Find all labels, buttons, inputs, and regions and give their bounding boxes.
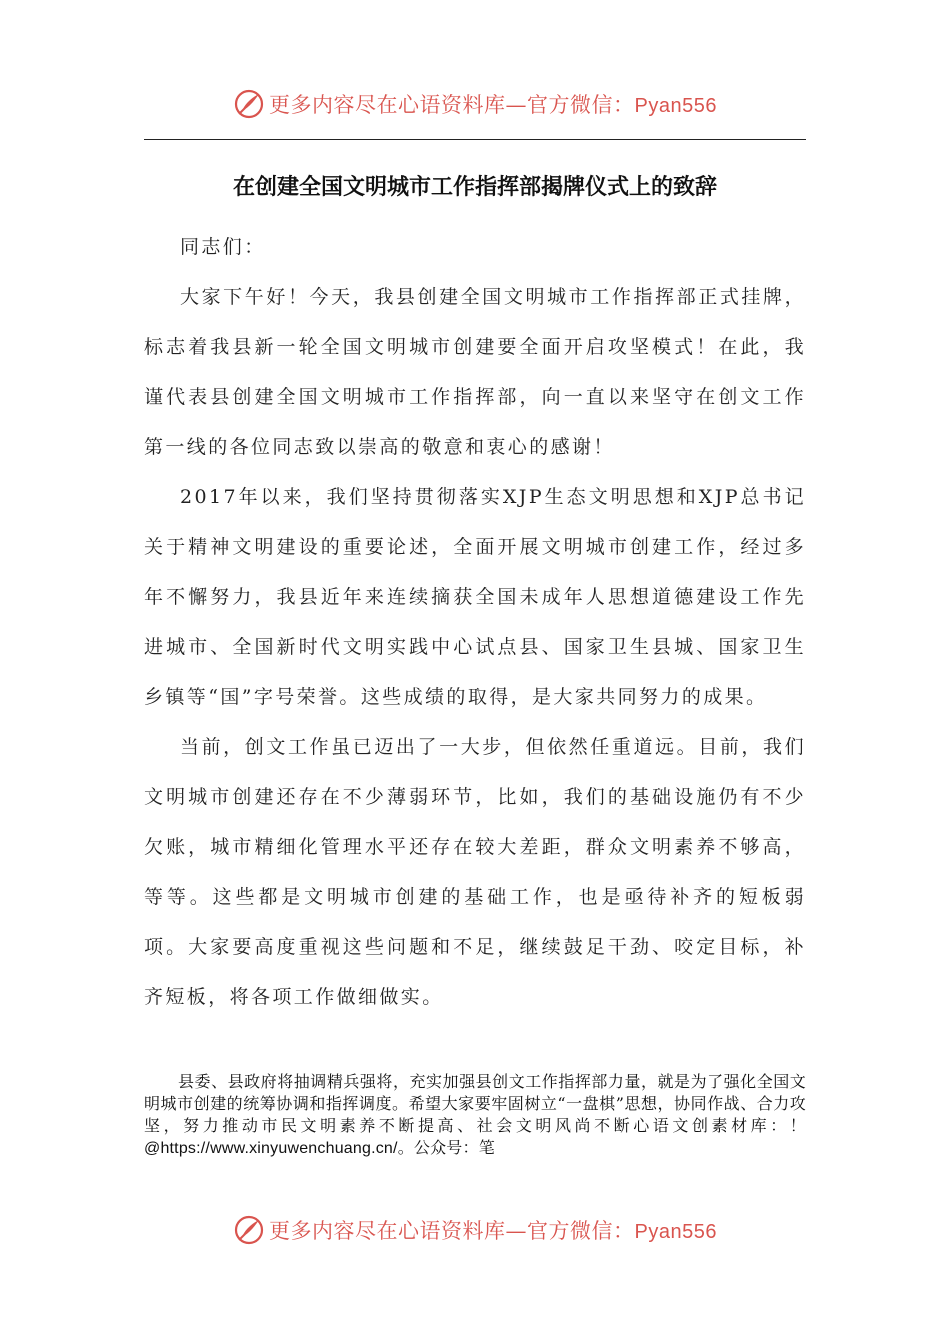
header-banner xyxy=(0,84,950,124)
source-url: @https://www.xinyuwenchuang.cn/ xyxy=(144,1140,398,1157)
paragraph-3: 当前，创文工作虽已迈出了一大步，但依然任重道远。目前，我们文明城市创建还存在不少薄弱环节，比如，我们的基础设施仍有不少欠账，城市精细化管理水平还存在较大差距，群众文明素养不够高，等等。这些都是文明城市创建的基础工作，也是亟待补齐的短板弱项。大家要高度重视这些问题和不足，继续鼓足干劲、咬定目标，补齐短板，将各项工作做细做实。 xyxy=(144,736,806,1008)
header-divider xyxy=(144,139,806,140)
greeting: 同志们： xyxy=(180,236,266,258)
footer-banner xyxy=(0,1210,950,1250)
closing-paragraph xyxy=(144,1071,806,1160)
paragraph-2: 2017年以来，我们坚持贯彻落实XJP生态文明思想和XJP总书记关于精神文明建设的重要论述，全面开展文明城市创建工作，经过多年不懈努力，我县近年来连续摘获全国未成年人思想道德建设工作先进城市、全国新时代文明实践中心试点县、国家卫生县城、国家卫生乡镇等“国”字号荣誉。这些成绩的取得，是大家共同努力的成果。 xyxy=(144,486,806,708)
paragraph-1: 大家下午好！今天，我县创建全国文明城市工作指挥部正式挂牌，标志着我县新一轮全国文明城市创建要全面开启攻坚模式！在此，我谨代表县创建全国文明城市工作指挥部，向一直以来坚守在创文工作第一线的各位同志致以崇高的敬意和衷心的感谢！ xyxy=(144,286,806,458)
banner-text: 更多内容尽在心语资料库—官方微信：Pyan556 xyxy=(269,1219,717,1243)
document-body xyxy=(144,222,806,1022)
document-title: 在创建全国文明城市工作指挥部揭牌仪式上的致辞 xyxy=(232,175,717,200)
paragraph-4: 县委、县政府将抽调精兵强将，充实加强县创文工作指挥部力量，就是为了强化全国文明城市创建的统筹协调和指挥调度。希望大家要牢固树立“一盘棋”思想，协同作战、合力攻坚，努力推动市民文明素养不断提高、社会文明风尚不断心语文创素材库：！ @https://www.xinyuwenchuang.cn/。公众号：笔 xyxy=(144,1072,806,1157)
quill-logo-icon xyxy=(233,88,265,120)
banner-text: 更多内容尽在心语资料库—官方微信：Pyan556 xyxy=(269,93,717,117)
quill-logo-icon xyxy=(233,1214,265,1246)
